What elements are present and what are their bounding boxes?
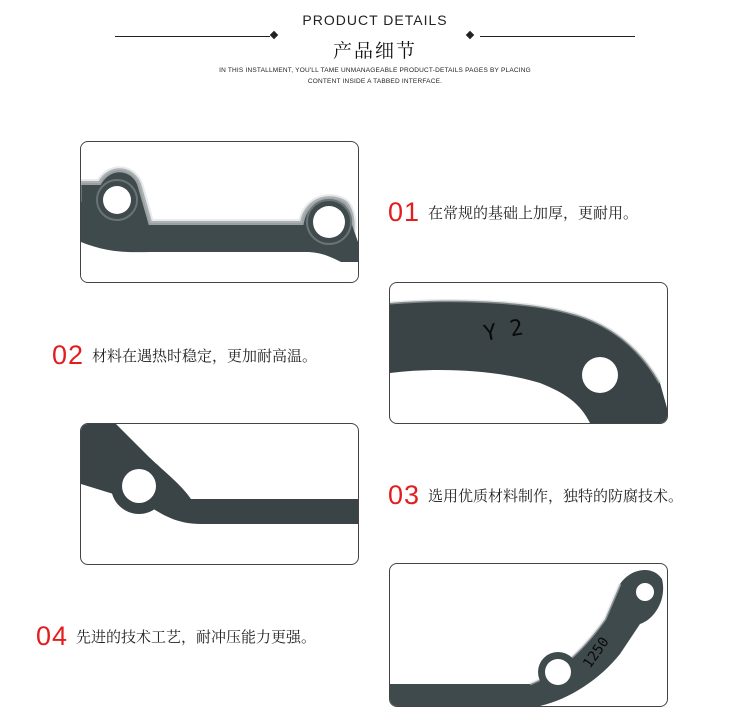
product-photo-1 <box>80 141 359 283</box>
feature-text: 选用优质材料制作，独特的防腐技术。 <box>428 487 684 505</box>
header-title-cn: 产品细节 <box>332 40 417 62</box>
feature-03 <box>388 480 683 511</box>
feature-text: 先进的技术工艺，耐冲压能力更强。 <box>76 628 317 646</box>
feature-text: 材料在遇热时稳定，更加耐高温。 <box>92 347 318 365</box>
feature-number: 01 <box>388 197 421 227</box>
product-photo-2 <box>389 282 668 424</box>
gasket-mark-text: 1250 <box>580 634 613 672</box>
header-title-en: PRODUCT DETAILS <box>302 12 448 28</box>
feature-number: 04 <box>36 621 69 651</box>
feature-number: 02 <box>52 340 85 370</box>
header-subtitle-line2: CONTENT INSIDE A TABBED INTERFACE. <box>307 78 443 85</box>
header-subtitle-line1: IN THIS INSTALLMENT, YOU'LL TAME UNMANAGEABLE PRODUCT-DETAILS PAGES BY PLACING <box>219 67 531 74</box>
feature-01 <box>388 197 638 228</box>
feature-number: 03 <box>388 480 421 510</box>
header-rule-right <box>480 36 635 37</box>
feature-text: 在常规的基础上加厚，更耐用。 <box>428 204 639 222</box>
feature-02 <box>52 340 317 371</box>
feature-04 <box>36 621 316 652</box>
product-photo-3 <box>80 423 359 565</box>
gasket-mark-text: Y 2 <box>481 315 526 347</box>
product-photo-4 <box>389 563 668 707</box>
